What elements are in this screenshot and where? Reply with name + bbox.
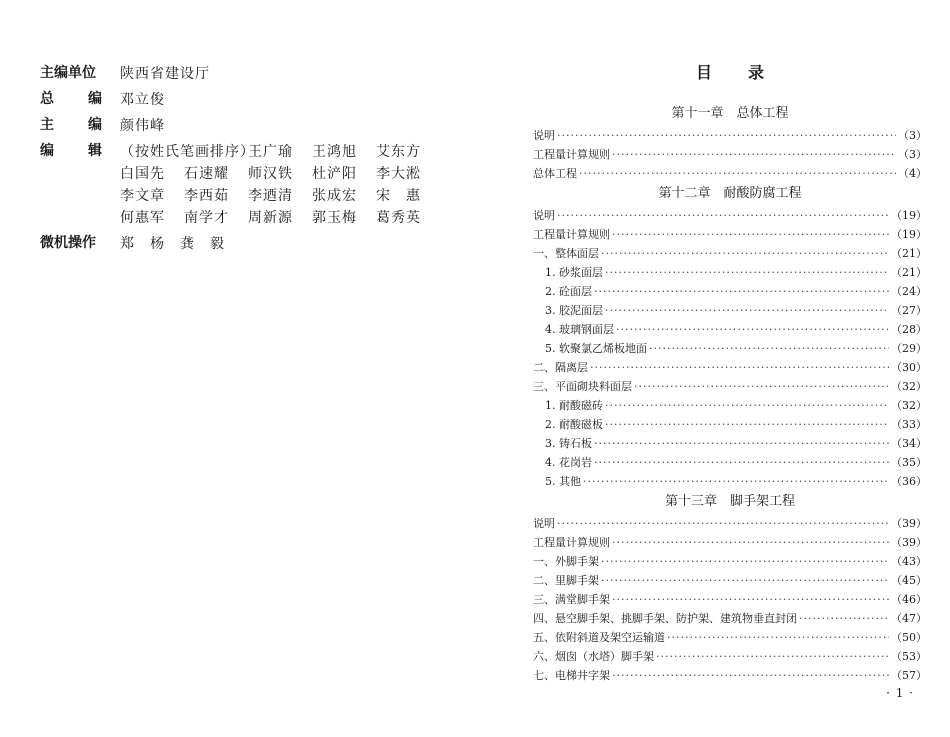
toc-entry-label: 四、悬空脚手架、挑脚手架、防护架、建筑物垂直封闭 — [533, 612, 797, 625]
toc-entry-page: （34） — [891, 437, 927, 450]
toc-entry[interactable] — [533, 514, 927, 533]
editor-name: 白国先 — [120, 166, 165, 182]
toc-entry[interactable] — [533, 434, 927, 453]
toc-entry-label: 2. 耐酸磁板 — [545, 418, 603, 431]
editor-in-chief-label-a: 总 — [40, 91, 54, 107]
editor-name: 杜浐阳 — [312, 166, 357, 182]
toc-leader-dots — [612, 225, 889, 244]
editors-grid — [120, 163, 440, 229]
toc-entry-label: 三、满堂脚手架 — [533, 593, 610, 606]
editor-name: 石速耀 — [184, 166, 229, 182]
toc-leader-dots — [590, 358, 889, 377]
toc-leader-dots — [605, 263, 889, 282]
toc-entry-label: 5. 其他 — [545, 475, 581, 488]
chief-editor-value: 颜伟峰 — [120, 118, 165, 134]
editor-name: 何惠军 — [120, 210, 165, 226]
toc-entry-label: 4. 玻璃钢面层 — [545, 323, 614, 336]
editor-name: 张成宏 — [312, 188, 357, 204]
toc-entry-page: （47） — [891, 612, 927, 625]
toc-entry-page: （39） — [891, 536, 927, 549]
toc-leader-dots — [799, 609, 889, 628]
toc-entry-page: （43） — [891, 555, 927, 568]
chief-unit-label: 主编单位 — [40, 65, 96, 81]
toc-leader-dots — [656, 647, 889, 666]
toc-entry-page: （21） — [891, 247, 927, 260]
chief-editor-label-b: 编 — [88, 117, 102, 133]
credit-row-chief-editor — [40, 115, 460, 137]
editor-name: 周新源 — [248, 210, 293, 226]
toc-entry-page: （27） — [891, 304, 927, 317]
operators-label: 微机操作 — [40, 235, 96, 251]
chief-editor-label — [40, 115, 104, 135]
toc-entry[interactable] — [533, 145, 927, 164]
toc-entry-label: 一、外脚手架 — [533, 555, 599, 568]
editor-name: 李迺清 — [248, 188, 293, 204]
toc-leader-dots — [601, 552, 889, 571]
editor-name: 宋 惠 — [376, 188, 421, 204]
toc-entry-page: （24） — [891, 285, 927, 298]
toc-entry-label: 2. 砼面层 — [545, 285, 592, 298]
editor-name: 艾东方 — [376, 144, 421, 160]
toc-entry-label: 说明 — [533, 129, 555, 142]
toc-entry[interactable] — [533, 320, 927, 339]
editor-name: 郭玉梅 — [312, 210, 357, 226]
toc-entry[interactable] — [533, 552, 927, 571]
chief-unit-value: 陕西省建设厅 — [120, 66, 210, 82]
toc-entry[interactable] — [533, 282, 927, 301]
editors-list — [120, 141, 440, 229]
editor-name: 李西茹 — [184, 188, 229, 204]
chief-editor-label-a: 主 — [40, 117, 54, 133]
toc-entry[interactable] — [533, 126, 927, 145]
toc-entry[interactable] — [533, 472, 927, 491]
toc-leader-dots — [579, 164, 896, 183]
toc-leader-dots — [557, 126, 896, 145]
editor-in-chief-label-b: 编 — [88, 91, 102, 107]
toc-leader-dots — [605, 301, 889, 320]
toc-leader-dots — [601, 571, 889, 590]
toc-entry-page: （39） — [891, 517, 927, 530]
toc-entry[interactable] — [533, 164, 927, 183]
toc-entry-page: （45） — [891, 574, 927, 587]
credits-block — [40, 63, 460, 259]
toc-entry-label: 总体工程 — [533, 167, 577, 180]
toc-entry-label: 1. 砂浆面层 — [545, 266, 603, 279]
toc-entry-page: （50） — [891, 631, 927, 644]
toc-entry-label: 一、整体面层 — [533, 247, 599, 260]
editor-in-chief-value: 邓立俊 — [120, 92, 165, 108]
toc-entry[interactable] — [533, 628, 927, 647]
toc-leader-dots — [605, 396, 889, 415]
toc-entry[interactable] — [533, 377, 927, 396]
toc-entry-page: （35） — [891, 456, 927, 469]
toc-leader-dots — [594, 434, 889, 453]
toc-entry[interactable] — [533, 647, 927, 666]
editors-grid — [120, 141, 440, 163]
editor-name: 王鸿旭 — [312, 144, 357, 160]
toc-entry-page: （4） — [898, 167, 927, 180]
toc-entry[interactable] — [533, 533, 927, 552]
editor-name: 葛秀英 — [376, 210, 421, 226]
toc-leader-dots — [605, 415, 889, 434]
toc-entry-label: 说明 — [533, 517, 555, 530]
toc-entry[interactable] — [533, 666, 927, 685]
toc-leader-dots — [583, 472, 889, 491]
toc-entry[interactable] — [533, 244, 927, 263]
credit-row-editors — [40, 141, 460, 229]
credit-row-editor-in-chief — [40, 89, 460, 111]
chapter-title: 第十二章 耐酸防腐工程 — [658, 186, 802, 201]
editor-in-chief-label — [40, 89, 104, 109]
toc-entry[interactable] — [533, 206, 927, 225]
editor-name: 王广瑜 — [248, 144, 293, 160]
page-number: · 1 · — [886, 686, 914, 700]
toc-entry-label: 3. 胶泥面层 — [545, 304, 603, 317]
toc-entry-page: （28） — [891, 323, 927, 336]
toc-entry-page: （3） — [898, 129, 927, 142]
toc-leader-dots — [594, 453, 889, 472]
operators-value: 郑 杨 龚 毅 — [120, 236, 225, 252]
toc-entry[interactable] — [533, 396, 927, 415]
editors-label-b: 辑 — [88, 143, 102, 159]
toc-entry-page: （46） — [891, 593, 927, 606]
toc-entry-label: 三、平面砌块料面层 — [533, 380, 632, 393]
editor-name: 南学才 — [184, 210, 229, 226]
toc-entry-label: 二、里脚手架 — [533, 574, 599, 587]
toc-entry-page: （30） — [891, 361, 927, 374]
toc-entry[interactable] — [533, 301, 927, 320]
chapter-title: 第十三章 脚手架工程 — [664, 494, 795, 509]
toc-entry[interactable] — [533, 453, 927, 472]
toc-entry-label: 3. 铸石板 — [545, 437, 592, 450]
toc-leader-dots — [601, 244, 889, 263]
chapter-title: 第十一章 总体工程 — [671, 106, 789, 121]
toc-entry-label: 工程量计算规则 — [533, 148, 610, 161]
toc-entry[interactable] — [533, 263, 927, 282]
toc-entry-page: （21） — [891, 266, 927, 279]
toc-entry-label: 六、烟囱（水塔）脚手架 — [533, 650, 654, 663]
toc-entry[interactable] — [533, 415, 927, 434]
toc-leader-dots — [649, 339, 889, 358]
toc-entry[interactable] — [533, 339, 927, 358]
toc-leader-dots — [612, 666, 889, 685]
toc-leader-dots — [557, 514, 889, 533]
toc-entry-page: （19） — [891, 209, 927, 222]
toc-entry-page: （32） — [891, 399, 927, 412]
toc-entry-label: 说明 — [533, 209, 555, 222]
toc-body — [533, 105, 927, 685]
toc-entry-label: 1. 耐酸磁砖 — [545, 399, 603, 412]
toc-entry-label: 5. 软聚氯乙烯板地面 — [545, 342, 647, 355]
toc-entry[interactable] — [533, 571, 927, 590]
editors-note: （按姓氏笔画排序） — [120, 144, 255, 160]
toc-entry-label: 五、依附斜道及架空运输道 — [533, 631, 665, 644]
toc-entry-page: （32） — [891, 380, 927, 393]
toc-entry-label: 二、隔离层 — [533, 361, 588, 374]
toc-leader-dots — [557, 206, 889, 225]
toc-entry[interactable] — [533, 609, 927, 628]
toc-leader-dots — [612, 533, 889, 552]
toc-entry-label: 4. 花岗岩 — [545, 456, 592, 469]
toc-entry[interactable] — [533, 358, 927, 377]
editor-name: 李大淞 — [376, 166, 421, 182]
toc-title: 目录 — [695, 63, 800, 82]
toc-leader-dots — [616, 320, 889, 339]
table-of-contents — [533, 60, 927, 685]
editor-name: 师汉铁 — [248, 166, 293, 182]
toc-entry[interactable] — [533, 225, 927, 244]
editors-label — [40, 141, 104, 161]
toc-entry-label: 七、电梯井字架 — [533, 669, 610, 682]
toc-leader-dots — [594, 282, 889, 301]
toc-leader-dots — [667, 628, 889, 647]
toc-entry-page: （3） — [898, 148, 927, 161]
editors-label-a: 编 — [40, 143, 54, 159]
credit-row-operators — [40, 233, 460, 255]
toc-entry-page: （36） — [891, 475, 927, 488]
toc-entry-page: （57） — [891, 669, 927, 682]
toc-leader-dots — [612, 145, 896, 164]
credit-row-chief-unit — [40, 63, 460, 85]
toc-entry-page: （33） — [891, 418, 927, 431]
toc-entry-page: （29） — [891, 342, 927, 355]
toc-entry-page: （19） — [891, 228, 927, 241]
toc-leader-dots — [634, 377, 889, 396]
toc-entry-label: 工程量计算规则 — [533, 228, 610, 241]
editor-name: 李文章 — [120, 188, 165, 204]
toc-entry-page: （53） — [891, 650, 927, 663]
toc-entry-label: 工程量计算规则 — [533, 536, 610, 549]
toc-entry[interactable] — [533, 590, 927, 609]
toc-leader-dots — [612, 590, 889, 609]
